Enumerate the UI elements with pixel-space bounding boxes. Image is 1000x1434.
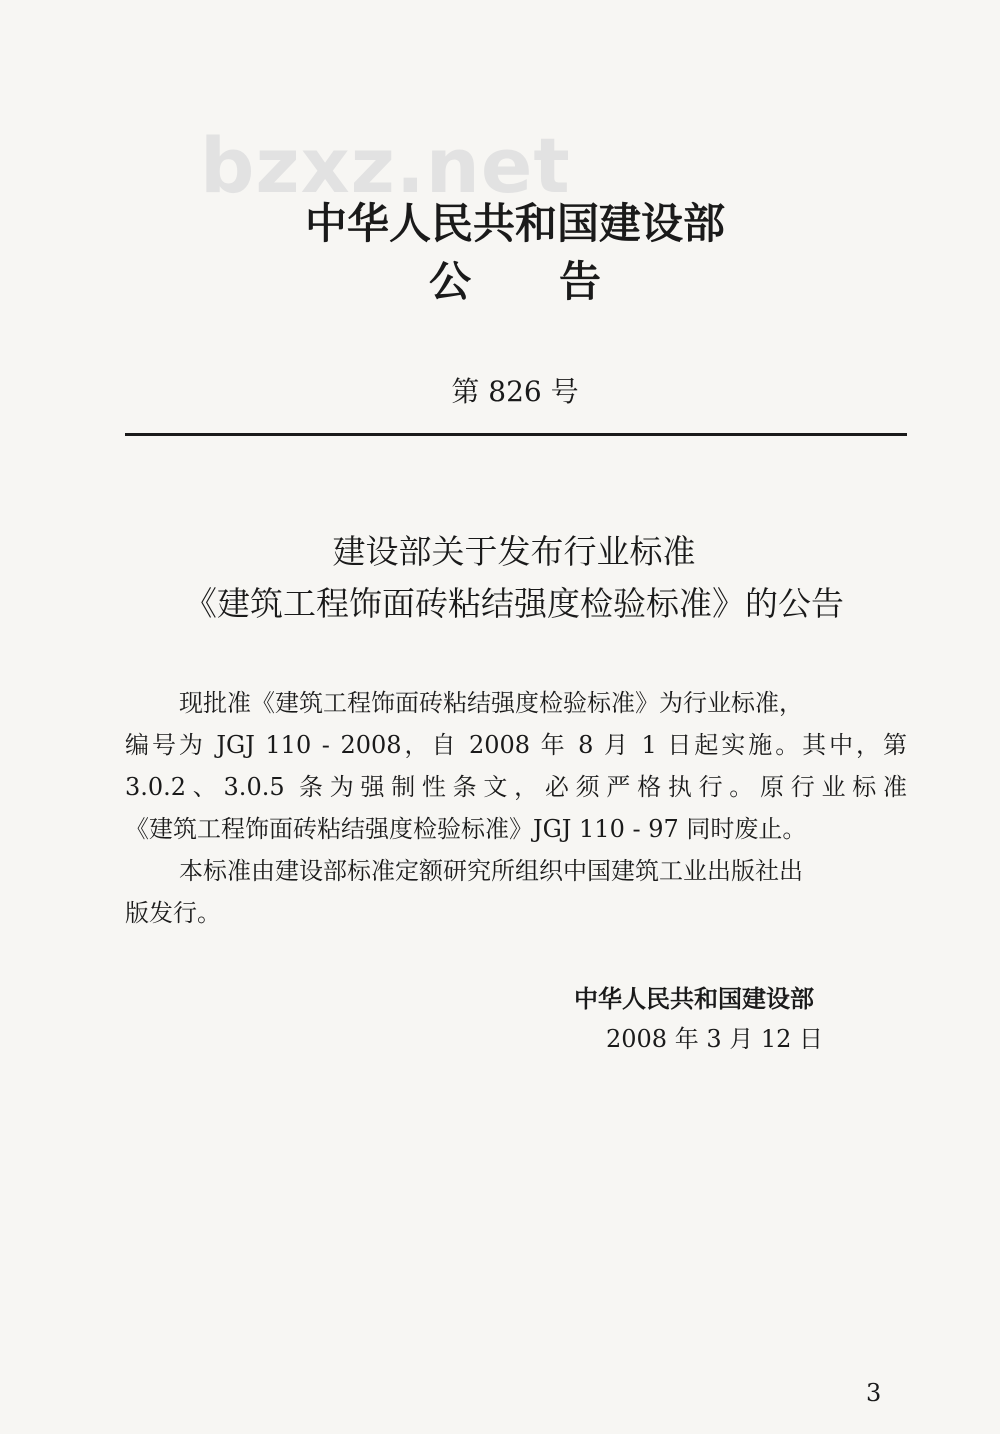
signature-organization: 中华人民共和国建设部 <box>574 985 814 1013</box>
document-number: 第 826 号 <box>451 375 579 408</box>
body-paragraph-1-line-2: 编号为 JGJ 110 - 2008，自 2008 年 8 月 1 日起实施。其中，第 <box>125 731 907 759</box>
body-paragraph-2-line-2: 版发行。 <box>125 899 221 927</box>
page-number: 3 <box>866 1379 882 1407</box>
notice-type-heading: 公告 <box>428 257 689 306</box>
body-paragraph-2-line-1: 本标准由建设部标准定额研究所组织中国建筑工业出版社出 <box>179 857 803 885</box>
body-paragraph-1-line-1: 现批准《建筑工程饰面砖粘结强度检验标准》为行业标准， <box>179 689 803 717</box>
watermark-text: bzxz.net <box>200 121 571 210</box>
body-paragraph-1-line-4: 《建筑工程饰面砖粘结强度检验标准》JGJ 110 - 97 同时废止。 <box>125 815 807 843</box>
notice-title-line-1: 建设部关于发布行业标准 <box>332 532 696 571</box>
notice-title-line-2: 《建筑工程饰面砖粘结强度检验标准》的公告 <box>184 584 844 623</box>
issuer-heading: 中华人民共和国建设部 <box>304 199 725 248</box>
body-paragraph-1-line-3: 3.0.2、3.0.5 条为强制性条文，必须严格执行。原行业标准 <box>125 773 907 801</box>
horizontal-divider <box>125 433 907 436</box>
signature-date: 2008 年 3 月 12 日 <box>606 1025 824 1053</box>
